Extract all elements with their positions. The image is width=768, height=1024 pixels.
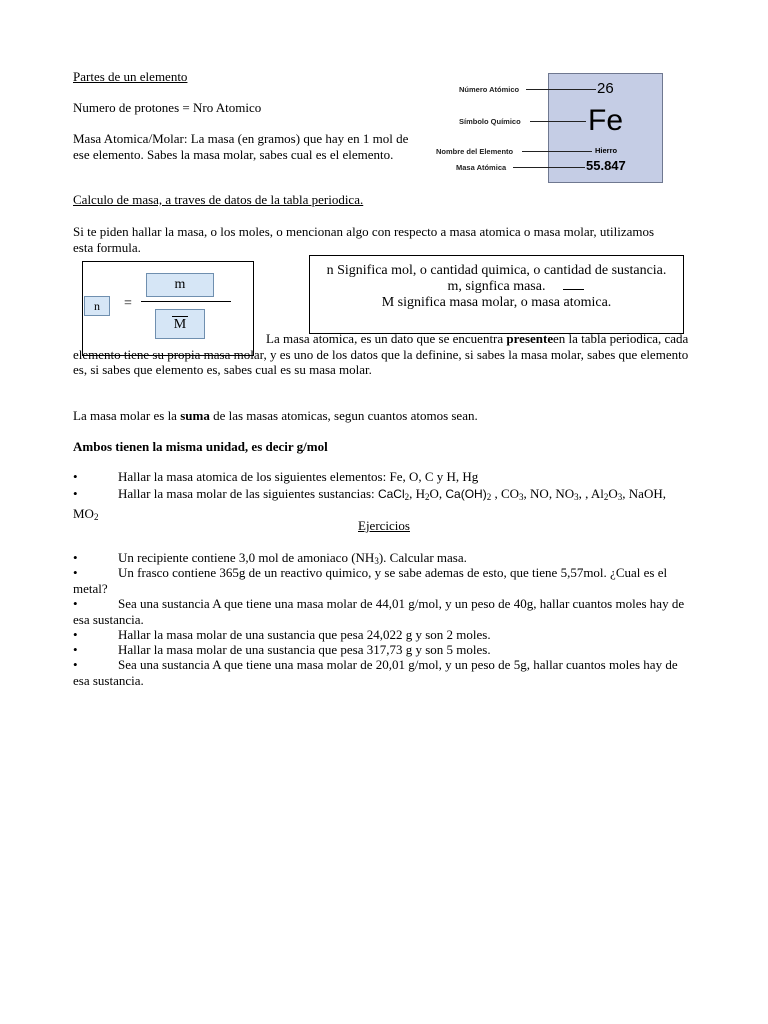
- atomic-mass-value: 55.847: [586, 158, 626, 173]
- bullet-dot: •: [73, 469, 78, 484]
- sum-pre: La masa molar es la: [73, 408, 181, 423]
- formula-equals: =: [124, 296, 132, 311]
- note-n: n Significa mol, o cantidad quimica, o cantidad de sustancia.: [326, 263, 667, 278]
- exercises-title: Ejercicios: [358, 518, 410, 533]
- protons-line: Numero de protones = Nro Atomico: [73, 100, 262, 115]
- exercise-text: Un frasco contiene 365g de un reactivo quimico, y se sabe ademas de esto, que tiene 5,57mol. ¿Cual es el metal?: [73, 565, 668, 596]
- bullet-dot: •: [73, 596, 78, 611]
- element-name-pointer: [522, 151, 592, 152]
- bullet-dot: •: [73, 565, 78, 580]
- exercise-text: Sea una sustancia A que tiene una masa molar de 44,01 g/mol, y un peso de 40g, hallar cuantos moles hay de esa sustancia.: [73, 596, 685, 627]
- atomic-number-label: Número Atómico: [459, 85, 520, 94]
- sum-bold: suma: [180, 408, 210, 423]
- element-symbol: Fe: [588, 104, 624, 137]
- atomic-mass-pointer: [513, 167, 585, 168]
- atomic-mass-paragraph: [73, 331, 691, 378]
- symbol-pointer: [530, 121, 586, 122]
- exercise-text: Hallar la masa molar de una sustancia que pesa 317,73 g y son 5 moles.: [118, 642, 491, 657]
- bullet-dot: •: [73, 657, 78, 672]
- exercise-item: [73, 642, 693, 658]
- task-text: Hallar la masa atomica de los siguientes elementos: Fe, O, C y H, Hg: [118, 469, 479, 484]
- bullet-dot: •: [73, 486, 78, 501]
- sum-post: de las masas atomicas, segun cuantos atomos sean.: [209, 408, 478, 423]
- molar-mass-text: Masa Atomica/Molar: La masa (en gramos) que hay en 1 mol de ese elemento. Sabes la masa molar, sabes cual es el elemento.: [73, 131, 409, 162]
- units-statement: Ambos tienen la misma unidad, es decir g/mol: [73, 439, 328, 454]
- atomic-mass-bold: presente: [506, 331, 554, 346]
- element-name-value: Hierro: [595, 146, 618, 155]
- formula-numerator: m: [146, 273, 214, 297]
- task-item: [73, 469, 693, 485]
- parts-title: Partes de un elemento: [73, 69, 188, 84]
- exercise-text: Sea una sustancia A que tiene una masa molar de 20,01 g/mol, y un peso de 5g, hallar cuantos moles hay de esa sustancia.: [73, 657, 678, 688]
- fraction-bar: [141, 301, 231, 302]
- notes-box: [309, 255, 684, 334]
- atomic-number-pointer: [526, 89, 596, 90]
- exercise-text: Un recipiente contiene 3,0 mol de amoniaco $(NH_3)$. Calcular masa.: [118, 550, 467, 566]
- atomic-mass-post: en la tabla periodica, cada elemento tiene su propia masa molar, y es uno de los datos que la definine, si sabes la masa molar, sabes que elemento es, si sabes que elemento es, sabes cual es su masa molar.: [73, 331, 689, 377]
- symbol-label: Símbolo Químico: [459, 117, 521, 126]
- note-m: m, signfica masa.: [447, 279, 546, 294]
- note-M: M significa masa molar, o masa atomica.: [381, 295, 612, 310]
- notes-dash: [563, 289, 584, 290]
- sum-paragraph: [73, 408, 478, 424]
- exercise-item: [73, 627, 693, 643]
- exercise-item: [73, 657, 693, 688]
- atomic-number-value: 26: [597, 80, 614, 97]
- bullet-dot: •: [73, 627, 78, 642]
- denominator-label: M: [173, 317, 187, 332]
- exercise-item: [73, 596, 693, 627]
- exercise-item: [73, 565, 693, 596]
- bullet-dot: •: [73, 642, 78, 657]
- exercise-text: Hallar la masa molar de una sustancia que pesa 24,022 g y son 2 moles.: [118, 627, 491, 642]
- atomic-mass-pre: La masa atomica, es un dato que se encuentra: [266, 331, 507, 346]
- atomic-mass-label: Masa Atómica: [456, 163, 507, 172]
- element-name-label: Nombre del Elemento: [436, 147, 514, 156]
- bullet-dot: •: [73, 550, 78, 565]
- formula-n: n: [84, 296, 110, 316]
- calc-title: Calculo de masa, a traves de datos de la tabla periodica.: [73, 192, 364, 207]
- task-text: Hallar la masa molar de las siguientes sustancias: CaCl$_2$, $H_2O$, $Ca(OH)_2$ , $CO_3$, NO, $NO_3$, , $Al_2O_3$, NaOH, $MO_2$: [73, 486, 666, 522]
- intro-text: Si te piden hallar la masa, o los moles, o mencionan algo con respecto a masa atomica o masa molar, utilizamos esta formula.: [73, 224, 655, 255]
